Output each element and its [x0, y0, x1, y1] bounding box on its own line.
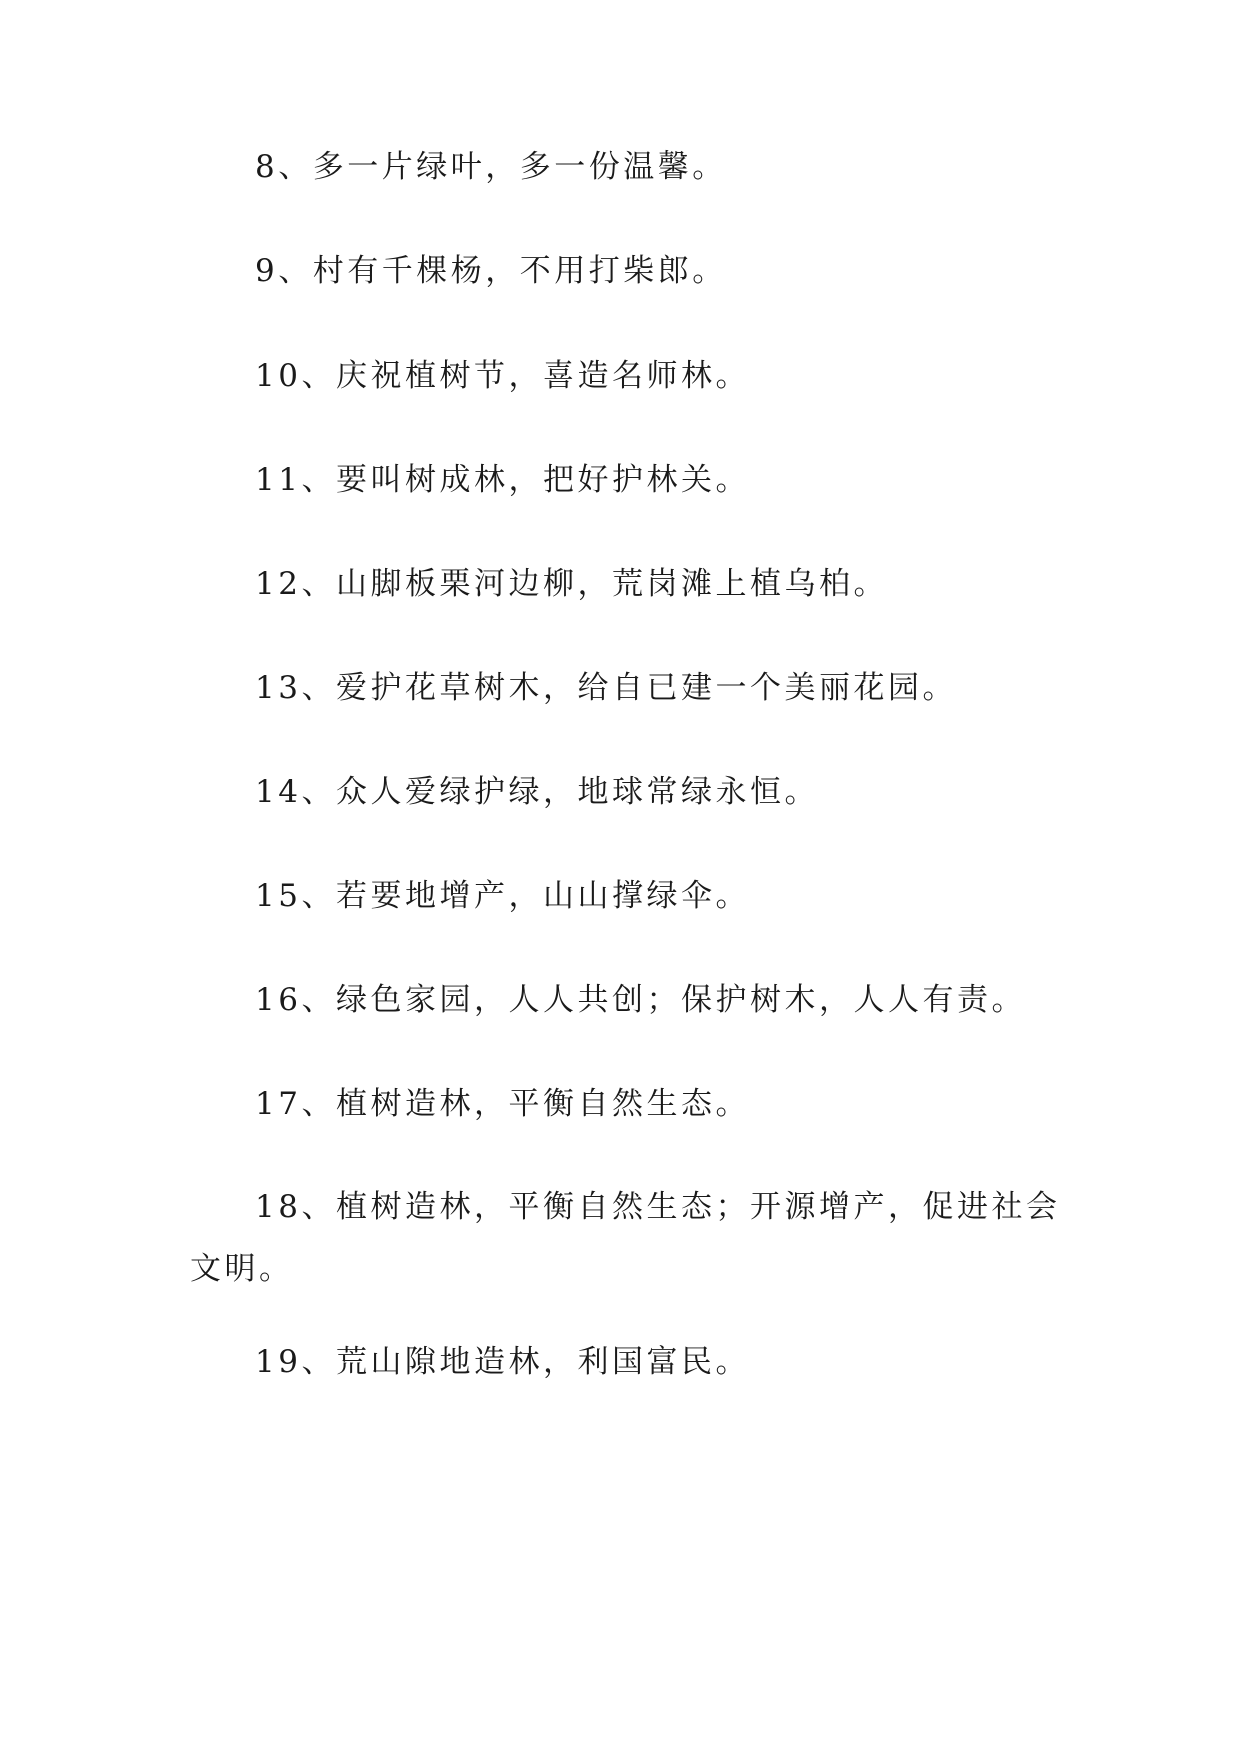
slogan-item-9: 9、村有千棵杨，不用打柴郎。 [255, 253, 727, 289]
slogan-item-18: 18、植树造林，平衡自然生态；开源增产，促进社会文明。 [190, 1189, 1061, 1287]
slogan-item-14: 14、众人爱绿护绿，地球常绿永恒。 [255, 774, 819, 810]
slogan-item-16: 16、绿色家园，人人共创；保护树木，人人有责。 [255, 982, 1026, 1018]
slogan-item-17: 17、植树造林，平衡自然生态。 [255, 1086, 750, 1122]
slogan-item-11: 11、要叫树成林，把好护林关。 [255, 462, 750, 498]
slogan-item-19: 19、荒山隙地造林，利国富民。 [255, 1344, 750, 1380]
slogan-item-8: 8、多一片绿叶，多一份温馨。 [255, 149, 727, 185]
slogan-item-13: 13、爱护花草树木，给自已建一个美丽花园。 [255, 670, 957, 706]
slogan-item-10: 10、庆祝植树节，喜造名师林。 [255, 358, 750, 394]
slogan-item-15: 15、若要地增产，山山撑绿伞。 [255, 878, 750, 914]
slogan-item-12: 12、山脚板栗河边柳，荒岗滩上植乌柏。 [255, 566, 888, 602]
